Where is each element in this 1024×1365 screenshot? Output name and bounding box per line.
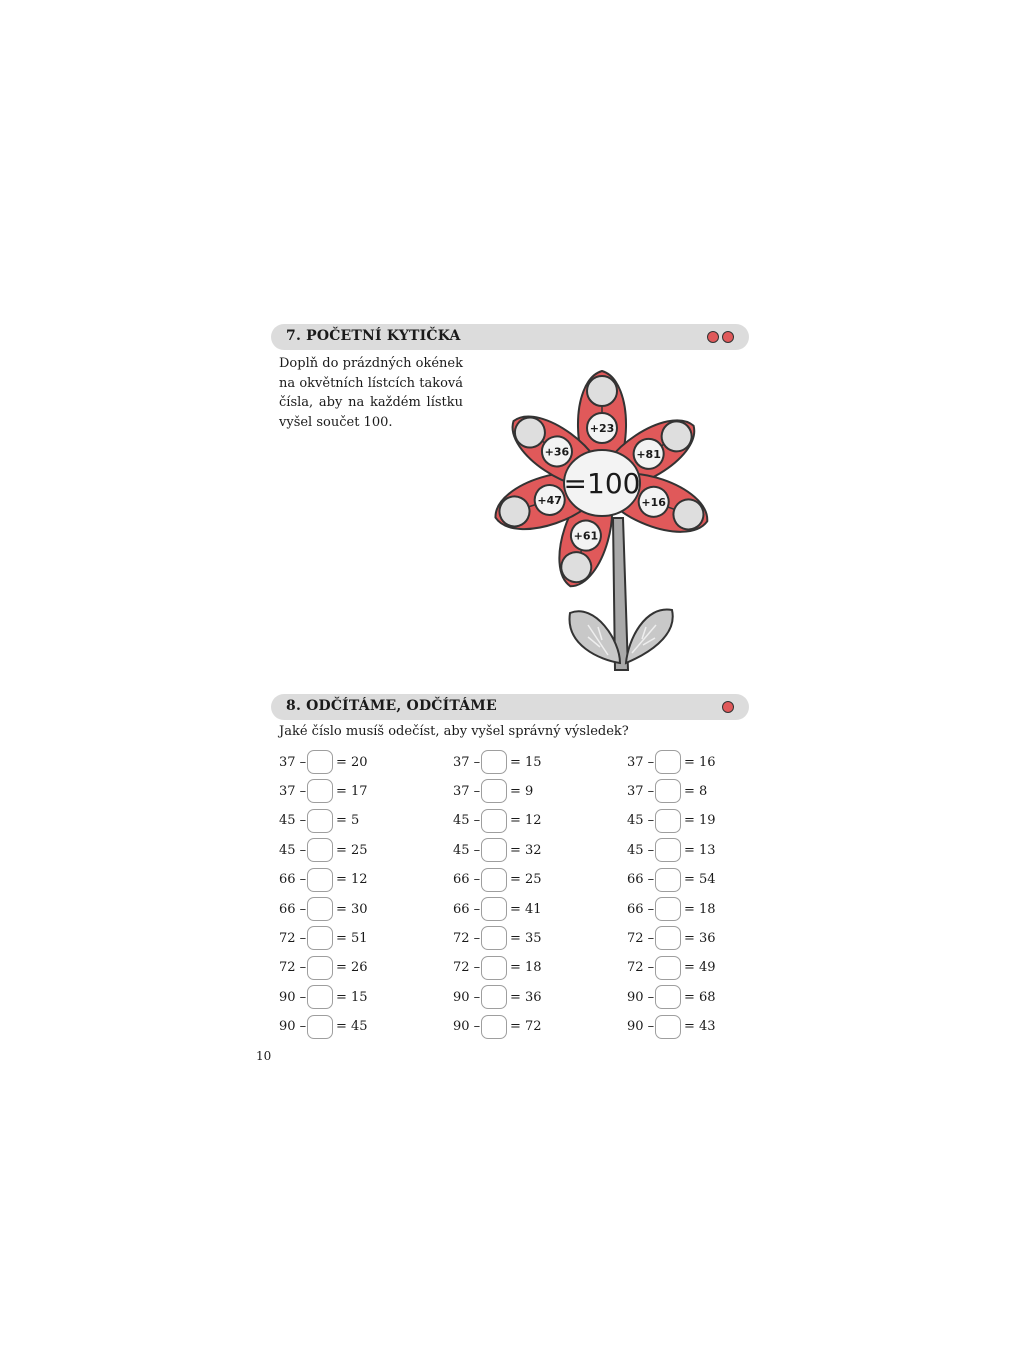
- result: = 25: [336, 842, 368, 858]
- minuend: 37 –: [453, 754, 481, 770]
- minuend: 90 –: [279, 989, 307, 1005]
- minuend: 66 –: [627, 872, 655, 888]
- section-8-question: Jaké číslo musíš odečíst, aby vyšel správný výsledek?: [279, 724, 629, 739]
- answer-box[interactable]: [307, 868, 333, 892]
- answer-box[interactable]: [655, 779, 681, 803]
- result: = 18: [684, 901, 716, 917]
- minuend: 72 –: [627, 930, 655, 946]
- answer-box[interactable]: [481, 838, 507, 862]
- answer-box[interactable]: [655, 926, 681, 950]
- petal-label: +23: [589, 422, 615, 435]
- subtraction-problem: [279, 809, 359, 833]
- subtraction-exercises: [279, 750, 749, 1050]
- subtraction-problem: [453, 956, 542, 980]
- result: = 18: [510, 960, 542, 976]
- minuend: 45 –: [279, 842, 307, 858]
- minuend: 90 –: [627, 1019, 655, 1035]
- minuend: 66 –: [279, 901, 307, 917]
- answer-box[interactable]: [481, 750, 507, 774]
- section-7-title: 7. POČETNÍ KYTIČKA: [286, 328, 461, 344]
- subtraction-problem: [279, 838, 368, 862]
- subtraction-problem: [279, 926, 368, 950]
- petal-label: +61: [573, 529, 599, 543]
- result: = 36: [510, 989, 542, 1005]
- subtraction-problem: [453, 838, 542, 862]
- subtraction-problem: [279, 985, 368, 1009]
- result: = 5: [336, 813, 360, 829]
- answer-box[interactable]: [481, 926, 507, 950]
- answer-box[interactable]: [307, 750, 333, 774]
- result: = 43: [684, 1019, 716, 1035]
- minuend: 72 –: [453, 930, 481, 946]
- minuend: 45 –: [453, 842, 481, 858]
- answer-box[interactable]: [307, 956, 333, 980]
- subtraction-problem: [627, 1015, 716, 1039]
- answer-box[interactable]: [481, 868, 507, 892]
- section-7-header: [271, 324, 749, 350]
- answer-box[interactable]: [307, 1015, 333, 1039]
- subtraction-problem: [627, 985, 716, 1009]
- result: = 26: [336, 960, 368, 976]
- minuend: 45 –: [627, 813, 655, 829]
- left-leaf: [570, 611, 620, 663]
- result: = 19: [684, 813, 716, 829]
- difficulty-indicator: [707, 331, 734, 343]
- page-number: 10: [256, 1049, 272, 1063]
- right-leaf: [626, 610, 673, 663]
- subtraction-problem: [627, 956, 716, 980]
- answer-box[interactable]: [481, 897, 507, 921]
- answer-box[interactable]: [307, 779, 333, 803]
- result: = 9: [510, 783, 534, 799]
- subtraction-problem: [279, 897, 368, 921]
- minuend: 72 –: [279, 960, 307, 976]
- minuend: 66 –: [453, 901, 481, 917]
- minuend: 37 –: [627, 754, 655, 770]
- result: = 8: [684, 783, 708, 799]
- difficulty-dot: [722, 701, 734, 713]
- petal-label: +36: [544, 445, 570, 459]
- subtraction-problem: [279, 956, 368, 980]
- result: = 13: [684, 842, 716, 858]
- difficulty-dot: [722, 331, 734, 343]
- minuend: 72 –: [627, 960, 655, 976]
- answer-box[interactable]: [655, 868, 681, 892]
- subtraction-problem: [279, 750, 368, 774]
- answer-box[interactable]: [307, 809, 333, 833]
- answer-box[interactable]: [481, 956, 507, 980]
- empty-answer-circle[interactable]: [587, 376, 617, 406]
- minuend: 45 –: [627, 842, 655, 858]
- subtraction-problem: [453, 750, 542, 774]
- petal-label: +16: [641, 495, 666, 509]
- petal-label: +47: [537, 494, 562, 507]
- subtraction-problem: [453, 985, 542, 1009]
- result: = 20: [336, 754, 368, 770]
- minuend: 72 –: [453, 960, 481, 976]
- subtraction-problem: [627, 868, 716, 892]
- subtraction-problem: [453, 1015, 542, 1039]
- flower-center-label: =100: [563, 467, 641, 500]
- result: = 12: [510, 813, 542, 829]
- result: = 68: [684, 989, 716, 1005]
- subtraction-problem: [627, 926, 716, 950]
- section-7-instructions: Doplň do prázdných okének na okvětních lístcích taková čísla, aby na každém lístku vyšel součet 100.: [279, 356, 463, 430]
- result: = 51: [336, 930, 368, 946]
- difficulty-indicator: [722, 701, 734, 713]
- result: = 54: [684, 872, 716, 888]
- result: = 25: [510, 872, 542, 888]
- minuend: 66 –: [279, 872, 307, 888]
- subtraction-problem: [627, 897, 716, 921]
- subtraction-problem: [627, 838, 716, 862]
- result: = 16: [684, 754, 716, 770]
- subtraction-problem: [279, 1015, 368, 1039]
- minuend: 90 –: [279, 1019, 307, 1035]
- answer-box[interactable]: [481, 779, 507, 803]
- result: = 72: [510, 1019, 542, 1035]
- result: = 35: [510, 930, 542, 946]
- result: = 36: [684, 930, 716, 946]
- subtraction-problem: [453, 868, 542, 892]
- minuend: 72 –: [279, 930, 307, 946]
- result: = 12: [336, 872, 368, 888]
- answer-box[interactable]: [655, 1015, 681, 1039]
- flower-illustration: [480, 355, 730, 675]
- answer-box[interactable]: [307, 926, 333, 950]
- subtraction-problem: [627, 750, 716, 774]
- minuend: 90 –: [453, 1019, 481, 1035]
- answer-box[interactable]: [655, 897, 681, 921]
- answer-box[interactable]: [481, 1015, 507, 1039]
- section-8-title: 8. ODČÍTÁME, ODČÍTÁME: [286, 698, 497, 714]
- difficulty-dot: [707, 331, 719, 343]
- section-8-header: [271, 694, 749, 720]
- subtraction-problem: [453, 809, 542, 833]
- result: = 17: [336, 783, 368, 799]
- minuend: 90 –: [453, 989, 481, 1005]
- minuend: 37 –: [453, 783, 481, 799]
- minuend: 37 –: [279, 754, 307, 770]
- answer-box[interactable]: [307, 897, 333, 921]
- subtraction-problem: [453, 926, 542, 950]
- answer-box[interactable]: [307, 985, 333, 1009]
- answer-box[interactable]: [655, 809, 681, 833]
- result: = 32: [510, 842, 542, 858]
- result: = 15: [510, 754, 542, 770]
- result: = 45: [336, 1019, 368, 1035]
- answer-box[interactable]: [655, 838, 681, 862]
- result: = 49: [684, 960, 716, 976]
- minuend: 66 –: [627, 901, 655, 917]
- result: = 41: [510, 901, 542, 917]
- subtraction-problem: [627, 779, 707, 803]
- answer-box[interactable]: [481, 985, 507, 1009]
- minuend: 37 –: [627, 783, 655, 799]
- subtraction-problem: [453, 897, 542, 921]
- subtraction-problem: [279, 779, 368, 803]
- result: = 15: [336, 989, 368, 1005]
- petal-label: +81: [636, 447, 661, 461]
- minuend: 37 –: [279, 783, 307, 799]
- answer-box[interactable]: [307, 838, 333, 862]
- minuend: 45 –: [453, 813, 481, 829]
- result: = 30: [336, 901, 368, 917]
- answer-box[interactable]: [655, 750, 681, 774]
- minuend: 90 –: [627, 989, 655, 1005]
- subtraction-problem: [627, 809, 716, 833]
- answer-box[interactable]: [655, 956, 681, 980]
- minuend: 66 –: [453, 872, 481, 888]
- subtraction-problem: [279, 868, 368, 892]
- minuend: 45 –: [279, 813, 307, 829]
- answer-box[interactable]: [481, 809, 507, 833]
- subtraction-problem: [453, 779, 533, 803]
- answer-box[interactable]: [655, 985, 681, 1009]
